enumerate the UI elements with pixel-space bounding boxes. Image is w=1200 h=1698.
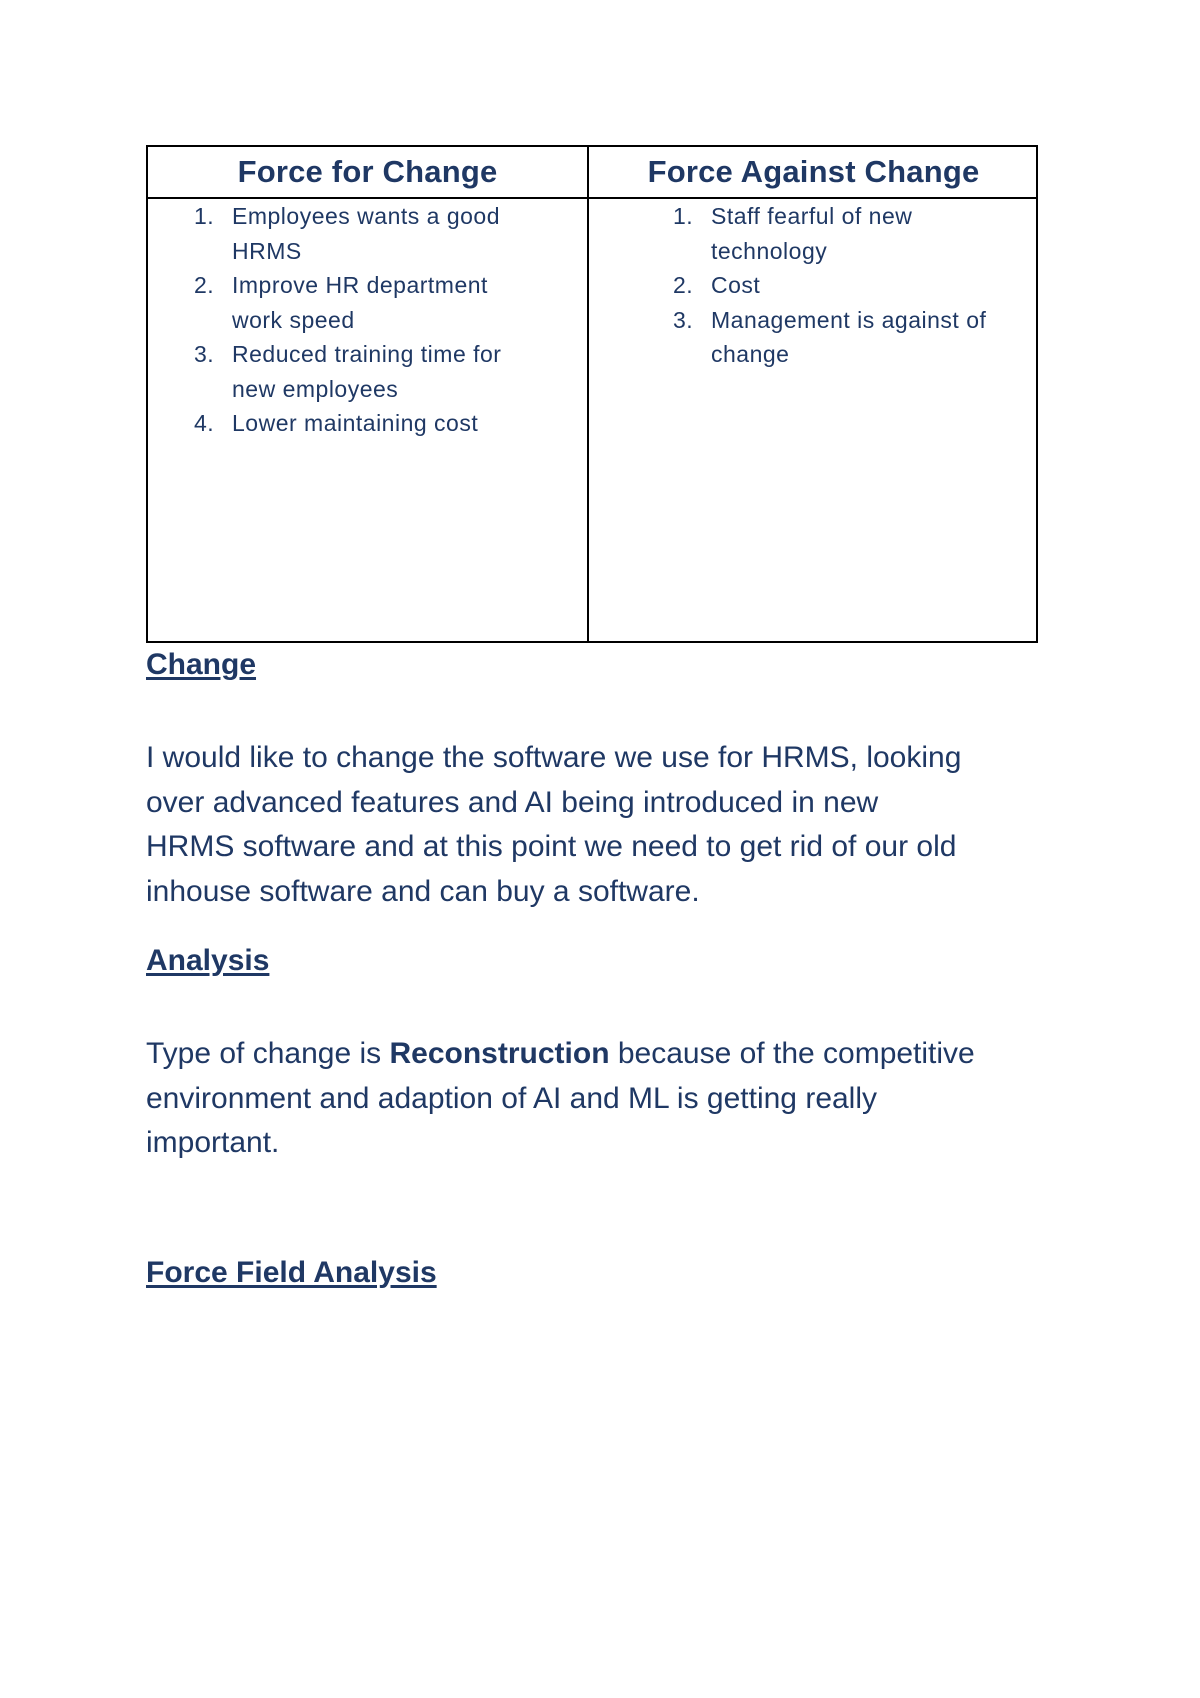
reconstruction-term: Reconstruction [389,1037,610,1070]
list-number: 1. [673,203,694,229]
list-number: 2. [194,272,215,298]
force-for-change-column [148,147,587,641]
paragraph-line: inhouse software and can buy a software. [146,874,700,908]
paragraph-line [146,1032,1076,1077]
list-item [673,199,1023,268]
force-for-change-list [194,199,574,441]
text-run: Type of change is [146,1037,390,1070]
list-number: 2. [673,272,694,298]
list-item [194,337,574,406]
list-number: 1. [194,203,215,229]
list-item-line: Reduced training time for [232,341,502,367]
paragraph-line: HRMS software and at this point we need to get rid of our old [146,830,957,863]
list-item [673,303,1023,372]
list-number: 4. [194,410,215,436]
list-item-line: Management is against of [711,306,987,333]
force-against-change-header: Force Against Change [589,147,1038,199]
list-item-line: new employees [232,375,399,402]
force-field-table [146,145,1038,643]
list-item-line: Improve HR department [232,272,488,298]
list-item [194,199,574,268]
list-number: 3. [673,306,694,333]
change-heading: Change [146,648,257,681]
force-for-change-header: Force for Change [148,147,587,199]
paragraph-line: I would like to change the software we use for HRMS, looking [146,741,962,774]
list-item-line: Employees wants a good [232,203,500,229]
text-run: because of the competitive [609,1037,975,1070]
force-against-change-list [673,199,1023,372]
force-field-analysis-heading: Force Field Analysis [146,1256,437,1289]
paragraph-line: environment and adaption of AI and ML is getting really [146,1081,878,1115]
list-item-line: HRMS [232,237,302,264]
list-item-line: work speed [232,306,355,333]
force-against-change-column [587,147,1038,641]
change-paragraph [146,736,1076,914]
list-item-line: change [711,341,790,367]
paragraph-line: important. [146,1126,280,1159]
list-item [673,268,1023,303]
analysis-heading: Analysis [146,944,270,977]
list-number: 3. [194,341,215,367]
list-item-line: Staff fearful of new [711,203,913,229]
list-item [194,268,574,337]
analysis-paragraph [146,1032,1076,1166]
list-item-line: Cost [711,272,761,298]
list-item-line: Lower maintaining cost [232,410,479,436]
list-item-line: technology [711,237,828,264]
list-item [194,406,574,441]
paragraph-line: over advanced features and AI being introduced in new [146,785,879,819]
